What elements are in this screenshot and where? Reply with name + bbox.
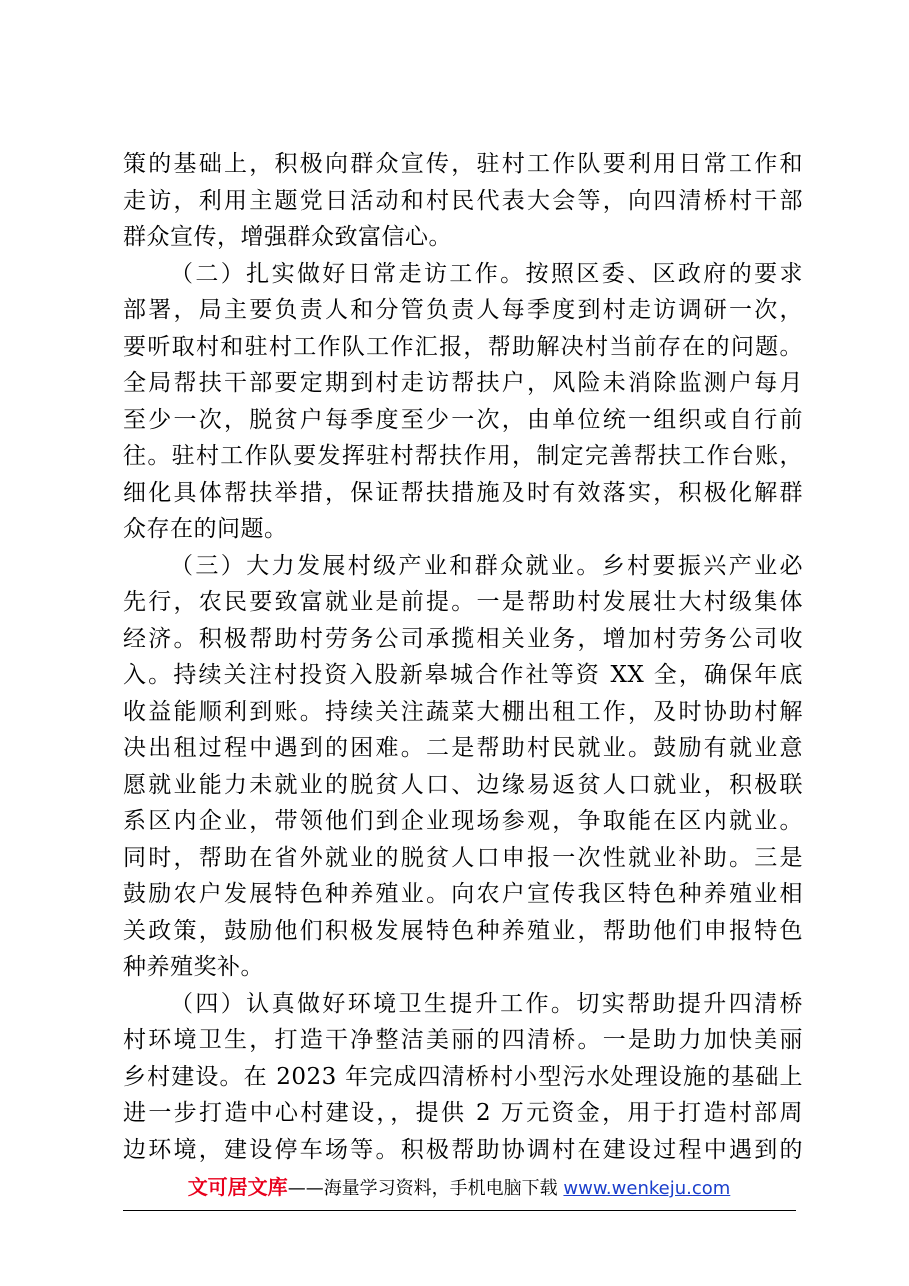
section-heading-line: （三）大力发展村级产业和群众就业。乡村要振兴产业必 — [170, 553, 803, 579]
section-heading-line: （二）扎实做好日常走访工作。按照区委、区政府的要求 — [170, 261, 803, 287]
body-line: 先行，农民要致富就业是前提。一是帮助村发展壮大村级集体 — [123, 589, 803, 615]
body-line: 进一步打造中心村建设，，提供 2 万元资金，用于打造村部周 — [123, 1100, 803, 1126]
body-line: 系区内企业，带领他们到企业现场参观，争取能在区内就业。 — [123, 808, 803, 834]
body-line: 群众宣传，增强群众致富信心。 — [123, 224, 452, 250]
body-line: 乡村建设。在 2023 年完成四清桥村小型污水处理设施的基础上 — [123, 1064, 803, 1090]
body-line: 走访，利用主题党日活动和村民代表大会等，向四清桥村干部 — [123, 188, 803, 214]
body-line: 决出租过程中遇到的困难。二是帮助村民就业。鼓励有就业意 — [123, 735, 803, 761]
page-footer — [123, 1172, 795, 1202]
body-line: 边环境，建设停车场等。积极帮助协调村在建设过程中遇到的 — [123, 1137, 803, 1163]
body-line: 鼓励农户发展特色种养殖业。向农户宣传我区特色种养殖业相 — [123, 881, 803, 907]
footer-slogan: ——海量学习资料，手机电脑下载 — [287, 1178, 558, 1199]
body-line: 收益能顺利到账。持续关注蔬菜大棚出租工作，及时协助村解 — [123, 699, 803, 725]
body-line: 细化具体帮扶举措，保证帮扶措施及时有效落实，积极化解群 — [123, 480, 803, 506]
body-line: 策的基础上，积极向群众宣传，驻村工作队要利用日常工作和 — [123, 151, 803, 177]
section-heading-line: （四）认真做好环境卫生提升工作。切实帮助提升四清桥 — [170, 991, 803, 1017]
body-line: 入。持续关注村投资入股新皋城合作社等资 XX 全，确保年底 — [123, 662, 803, 688]
body-line: 同时，帮助在省外就业的脱贫人口申报一次性就业补助。三是 — [123, 845, 803, 871]
body-line: 关政策，鼓励他们积极发展特色种养殖业，帮助他们申报特色 — [123, 918, 803, 944]
footer-divider — [123, 1210, 796, 1211]
body-line: 至少一次，脱贫户每季度至少一次，由单位统一组织或自行前 — [123, 407, 803, 433]
body-line: 种养殖奖补。 — [123, 954, 264, 980]
body-line: 众存在的问题。 — [123, 516, 288, 542]
body-line: 经济。积极帮助村劳务公司承揽相关业务，增加村劳务公司收 — [123, 626, 803, 652]
footer-url-link[interactable]: www.wenkeju.com — [563, 1178, 731, 1199]
body-line: 村环境卫生，打造干净整洁美丽的四清桥。一是助力加快美丽 — [123, 1027, 803, 1053]
footer-brand: 文可居文库 — [187, 1175, 288, 1199]
body-line: 往。驻村工作队要发挥驻村帮扶作用，制定完善帮扶工作台账， — [123, 443, 803, 469]
body-line: 全局帮扶干部要定期到村走访帮扶户，风险未消除监测户每月 — [123, 370, 803, 396]
body-line: 部署，局主要负责人和分管负责人每季度到村走访调研一次， — [123, 297, 803, 323]
body-line: 要听取村和驻村工作队工作汇报，帮助解决村当前存在的问题。 — [123, 334, 803, 360]
body-line: 愿就业能力未就业的脱贫人口、边缘易返贫人口就业，积极联 — [123, 772, 803, 798]
